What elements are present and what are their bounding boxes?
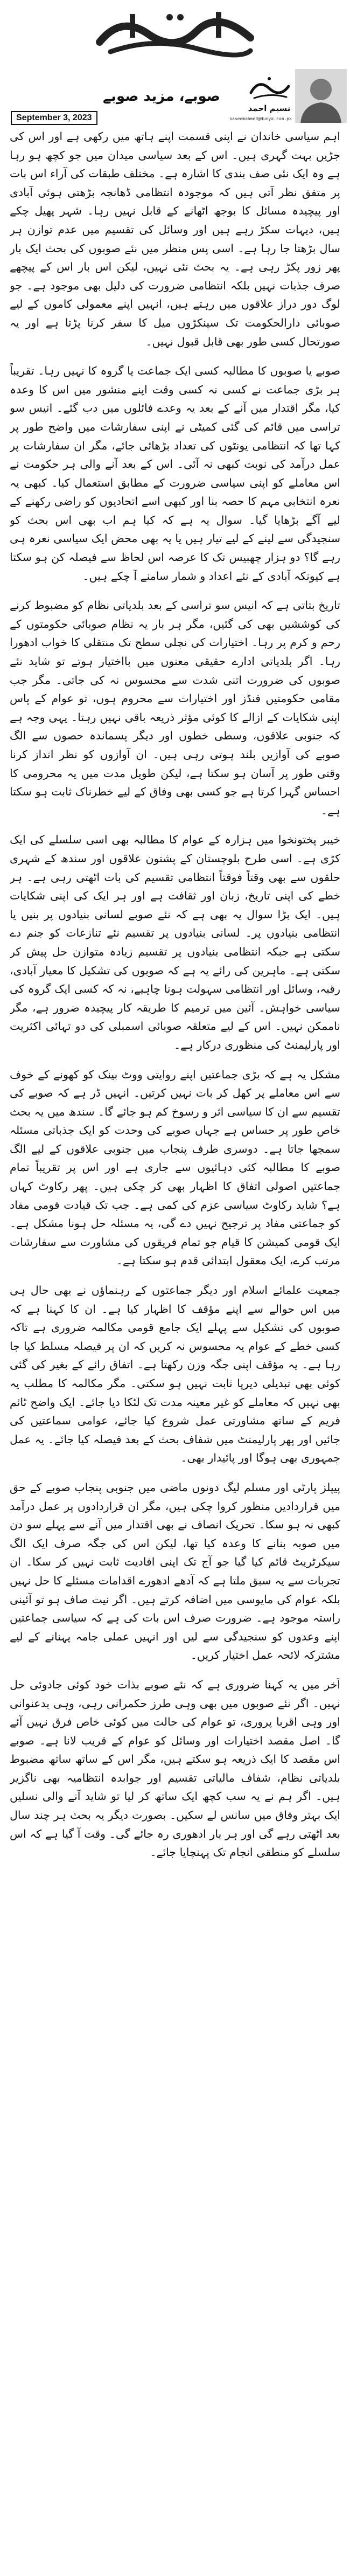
column-logo-icon [248,73,292,102]
publish-date: September 3, 2023 [11,111,97,125]
paragraph: اہم سیاسی خاندان نے اپنی قسمت اپنے ہاتھ میں رکھی ہے اور اس کی جڑیں بہت گہری ہیں۔ اس کے بعد سیاسی میدان میں جو کچھ ہو رہا ہے وہ ایک نئی صف بندی کا اشارہ ہے۔ مختلف طبقات کی آراء اس بات پر متفق نظر آتی ہیں کہ موجودہ انتظامی ڈھانچہ بڑھتی ہوئی آبادی اور پیچیدہ مسائل کا بوجھ اٹھانے کے قابل نہیں رہا۔ شہر پھیل چکے ہیں، دیہات سکڑ رہے ہیں اور وسائل کی تقسیم میں عدم توازن ہر سال بڑھتا جا رہا ہے۔ اسی پس منظر میں نئے صوبوں کی بحث ایک بار پھر زور پکڑ رہی ہے۔ یہ بحث نئی نہیں، لیکن اس بار اس کے پیچھے صرف جذبات نہیں بلکہ انتظامی ضرورت کی دلیل بھی موجود ہے۔ جو لوگ دور دراز علاقوں میں رہتے ہیں، انہیں اپنے معمولی کاموں کے لیے صوبائی دارالحکومت تک سینکڑوں میل کا سفر کرنا پڑتا ہے اور یہ صورتحال کسی طور بھی قابل قبول نہیں۔ [10,130,340,348]
paragraph: پیپلز پارٹی اور مسلم لیگ دونوں ماضی میں جنوبی پنجاب صوبے کے حق میں قراردادیں منظور کروا چکی ہیں، مگر ان قراردادوں پر عمل درآمد کبھی نہ ہو سکا۔ تحریک انصاف نے بھی اقتدار میں آنے سے پہلے سو دن میں صوبہ بنانے کا وعدہ کیا تھا، لیکن اس کی جگہ صرف ایک الگ سیکرٹریٹ قائم کیا گیا جو آج تک اپنی افادیت ثابت نہیں کر سکا۔ ان تجربات سے یہ سبق ملتا ہے کہ آدھے ادھورے اقدامات مسئلے کا حل نہیں بلکہ عوام کی مایوسی میں اضافہ کرتے ہیں۔ اگر نیت صاف ہو تو آئینی راستہ موجود ہے۔ ضرورت صرف اس بات کی ہے کہ سیاسی جماعتیں اپنے وعدوں کو سنجیدگی سے لیں اور انہیں عملی جامہ پہنانے کے لیے مشترکہ لائحہ عمل اختیار کریں۔ [10,1480,340,1662]
paragraph: مشکل یہ ہے کہ بڑی جماعتیں اپنے روایتی ووٹ بینک کو کھونے کے خوف سے اس معاملے پر کھل کر بات نہیں کرتیں۔ انہیں ڈر ہے کہ صوبے کی تقسیم سے ان کا سیاسی اثر و رسوخ کم ہو جائے گا۔ سندھ میں یہ بحث خاص طور پر حساس ہے جہاں صوبے کی وحدت کو ایک جذباتی مسئلہ سمجھا جاتا ہے۔ دوسری طرف پنجاب میں جنوبی علاقوں کے لیے الگ صوبے کا مطالبہ کئی دہائیوں سے جاری ہے اور اس پر تقریباً تمام جماعتیں اصولی اتفاق کا اظہار بھی کر چکی ہیں۔ پھر رکاوٹ کہاں ہے؟ شاید رکاوٹ سیاسی عزم کی کمی ہے۔ جب تک قیادت قومی مفاد کو جماعتی مفاد پر ترجیح نہیں دے گی، یہ مسئلہ حل ہونا مشکل ہے۔ ایک قومی کمیشن کا قیام جو تمام فریقوں کی مشاورت سے سفارشات مرتب کرے، ایک معقول ابتدائی قدم ہو سکتا ہے۔ [10,1068,340,1268]
newspaper-logo [89,4,261,65]
paragraph: تاریخ بتاتی ہے کہ انیس سو تراسی کے بعد بلدیاتی نظام کو مضبوط کرنے کی کوششیں بھی کی گئیں، مگر ہر بار یہ نظام صوبائی حکومتوں کے رحم و کرم پر رہا۔ اختیارات کی نچلی سطح تک منتقلی کا خواب ادھورا رہا۔ اگر بلدیاتی ادارے حقیقی معنوں میں بااختیار ہوتے تو شاید نئے صوبوں کی ضرورت اتنی شدت سے محسوس نہ کی جاتی۔ مگر جب مقامی حکومتیں فنڈز اور اختیارات سے محروم ہوں، تو عوام کے پاس اپنی شکایات کے ازالے کا کوئی مؤثر ذریعہ باقی نہیں رہتا۔ یہی وجہ ہے کہ جنوبی علاقوں، وسطی خطوں اور دیگر پسماندہ حصوں سے الگ صوبے کی آوازیں بلند ہوتی رہی ہیں۔ ان آوازوں کو نظر انداز کرنا وقتی طور پر آسان ہو سکتا ہے، لیکن طویل مدت میں یہ محرومی کا احساس گہرا کرتا ہے جو کسی بھی وفاق کے لیے خطرناک ثابت ہو سکتا ہے۔ [10,599,340,817]
author-photo [295,69,347,123]
article-body [10,127,340,2563]
author-name: نسیم احمد [248,103,291,113]
paragraph: جمعیت علمائے اسلام اور دیگر جماعتوں کے رہنماؤں نے بھی حال ہی میں اس حوالے سے اپنے مؤقف کا اظہار کیا ہے۔ ان کا کہنا ہے کہ صوبوں کی تشکیل سے پہلے ایک جامع قومی مکالمہ ضروری ہے تاکہ کسی خطے کے عوام یہ محسوس نہ کریں کہ ان پر فیصلہ مسلط کیا جا رہا ہے۔ یہ مؤقف اپنی جگہ وزن رکھتا ہے۔ اتفاق رائے کے بغیر کی گئی کوئی بھی تبدیلی دیرپا ثابت نہیں ہو سکتی۔ مگر مکالمہ کا مطلب یہ بھی نہیں کہ معاملے کو غیر معینہ مدت تک لٹکا دیا جائے۔ ایک واضح ٹائم فریم کے ساتھ مشاورتی عمل شروع کیا جائے، عوامی سماعتیں کی جائیں اور پھر پارلیمنٹ میں شفاف بحث کے بعد فیصلہ کیا جائے۔ یہ عمل جمہوری بھی ہوگا اور پائیدار بھی۔ [10,1284,340,1465]
column-logo [248,73,292,102]
paragraph: صوبے یا صوبوں کا مطالبہ کسی ایک جماعت یا گروہ کا نہیں رہا۔ تقریباً ہر بڑی جماعت نے کسی نہ کسی وقت اپنے منشور میں اس کا وعدہ کیا، مگر اقتدار میں آنے کے بعد یہ وعدے فائلوں میں دب گئے۔ انیس سو تراسی میں قائم کی گئی کمیٹی نے اپنی سفارشات میں واضح طور پر کہا تھا کہ انتظامی یونٹوں کی تعداد بڑھائی جائے، مگر ان سفارشات پر عمل درآمد کی نوبت کبھی نہ آئی۔ اس کے بعد آنے والی ہر حکومت نے اس معاملے کو اپنی سیاسی ضرورت کے مطابق استعمال کیا۔ کبھی یہ نعرہ انتخابی مہم کا حصہ بنا اور کبھی اسے اتحادیوں کو راضی رکھنے کے لیے آگے بڑھایا گیا۔ سوال یہ ہے کہ کیا ہم اب بھی اس بحث کو سنجیدگی سے لینے کے لیے تیار ہیں یا یہ بھی محض ایک سیاسی نعرہ ہی رہے گا؟ دو ہزار چھبیس تک کا عرصہ اس لحاظ سے فیصلہ کن ہو سکتا ہے کیونکہ آبادی کے نئے اعداد و شمار سامنے آ چکے ہیں۔ [10,364,340,583]
column-header [0,69,350,124]
paragraph: آخر میں یہ کہنا ضروری ہے کہ نئے صوبے بذات خود کوئی جادوئی حل نہیں۔ اگر نئے صوبوں میں بھی وہی طرز حکمرانی رہی، وہی بدعنوانی اور وہی اقربا پروری، تو عوام کی حالت میں کوئی خاص فرق نہیں آئے گا۔ اصل مقصد اختیارات اور وسائل کو عوام کے قریب لانا ہے۔ صوبے اس مقصد کا ایک ذریعہ ہو سکتے ہیں، مگر اس کے ساتھ ساتھ مضبوط بلدیاتی نظام، شفاف مالیاتی تقسیم اور جوابدہ انتظامیہ بھی ناگزیر ہیں۔ اگر ہم نے یہ سب کچھ ایک ساتھ کر لیا تو شاید آنے والی نسلیں ایک بہتر وفاق میں سانس لے سکیں۔ بصورت دیگر یہ بحث ہر چند سال بعد اٹھتی رہے گی اور ہر بار ادھوری رہ جائے گی۔ وقت آ گیا ہے کہ اس سلسلے کو منطقی انجام تک پہنچایا جائے۔ [10,1678,340,1859]
newspaper-logo-icon [89,4,261,65]
headline: صوبے، مزید صوبے [103,88,220,105]
author-avatar-icon [295,69,347,123]
paragraph: خیبر پختونخوا میں ہزارہ کے عوام کا مطالبہ بھی اسی سلسلے کی ایک کڑی ہے۔ اسی طرح بلوچستان کے پشتون علاقوں اور سندھ کے شہری حلقوں سے بھی وقتاً فوقتاً انتظامی تقسیم کی بات اٹھتی رہی ہے۔ ہر خطے کی اپنی تاریخ، زبان اور ثقافت ہے اور ہر ایک کی اپنی شکایات ہیں۔ ایک بڑا سوال یہ بھی ہے کہ نئے صوبے لسانی بنیادوں پر بنیں یا انتظامی بنیادوں پر۔ لسانی بنیادوں پر تقسیم نئے تنازعات کو جنم دے سکتی ہے جبکہ انتظامی بنیادوں پر تقسیم زیادہ متوازن حل پیش کر سکتی ہے۔ ماہرین کی رائے یہ ہے کہ صوبوں کی تشکیل کا معیار آبادی، رقبہ، وسائل اور انتظامی سہولت ہونا چاہیے، نہ کہ کسی ایک گروہ کی سیاسی خواہش۔ آئین میں ترمیم کا طریقہ کار پیچیدہ ضرور ہے، مگر ناممکن نہیں۔ اس کے لیے متعلقہ صوبائی اسمبلی کی دو تہائی اکثریت اور پارلیمنٹ کی منظوری درکار ہے۔ [10,833,340,1051]
masthead [0,0,350,124]
author-email[interactable]: naseemahmed@dunya.com.pk [229,116,292,121]
